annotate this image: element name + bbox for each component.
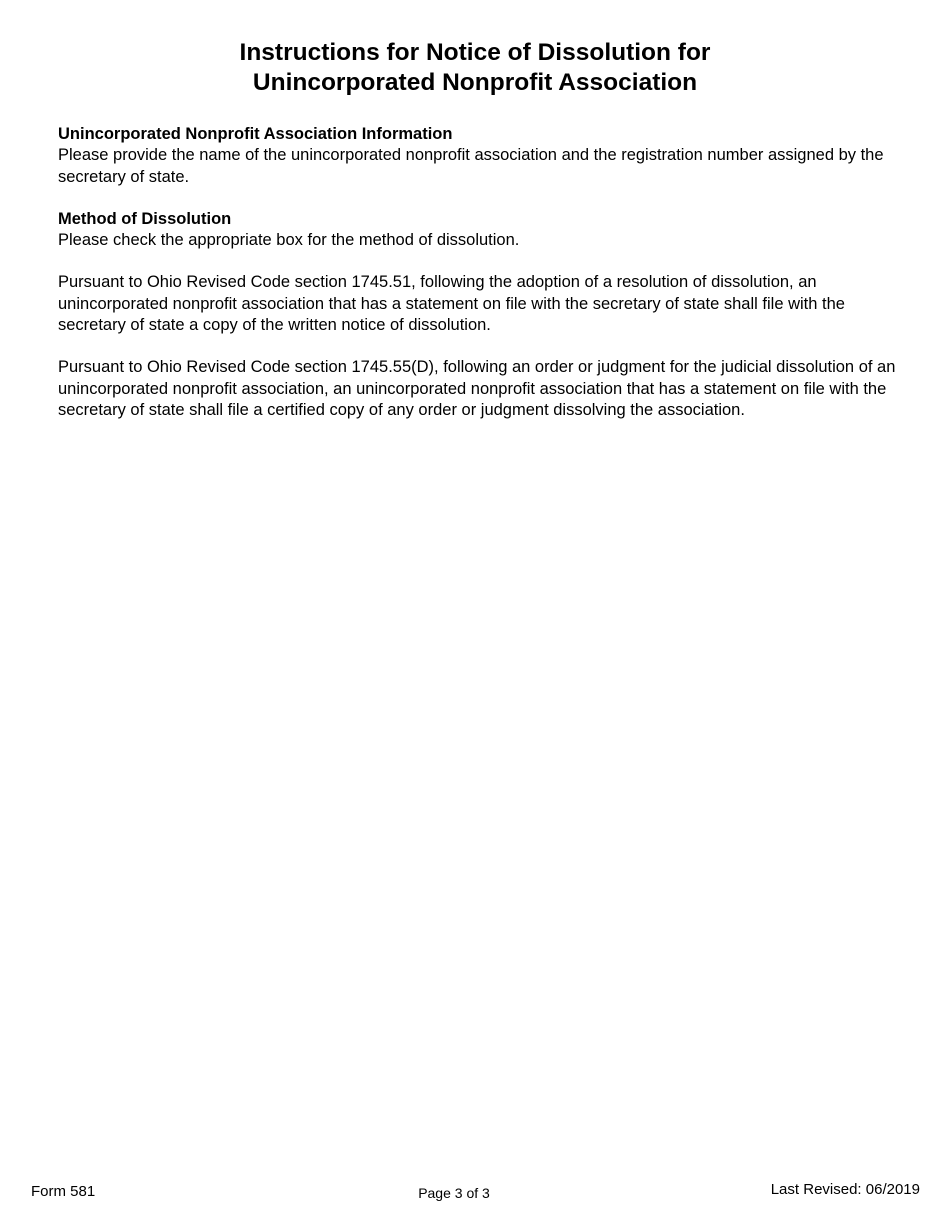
paragraph-orc-1745-55d: Pursuant to Ohio Revised Code section 1745.55(D), following an order or judgment for the judicial dissolution of an unincorporated nonprofit association, an unincorporated nonprofit association that has a statement on file with the secretary of state shall file a certified copy of any order or judgment dissolving the association. [58,358,896,419]
form-number: Form 581 [31,1183,96,1200]
paragraph-orc-1745-51: Pursuant to Ohio Revised Code section 1745.51, following the adoption of a resolution of dissolution, an unincorporated nonprofit association that has a statement on file with the secretary of state shall file with the secretary of state a copy of the written notice of dissolution. [58,273,845,335]
section-heading: Unincorporated Nonprofit Association Information [58,125,453,143]
section-heading: Method of Dissolution [58,209,232,228]
page-title [0,38,950,98]
page-number: Page 3 of 3 [418,1185,490,1201]
section-method-of-dissolution [58,209,908,252]
section-text: Please check the appropriate box for the method of dissolution. [58,231,520,250]
section-text: Please provide the name of the unincorporated nonprofit association and the registration number assigned by the secretary of state. [58,146,884,186]
last-revised: Last Revised: 06/2019 [770,1181,920,1198]
instructions-body [58,124,908,421]
title-line-2: Unincorporated Nonprofit Association [252,69,698,96]
section-association-info [58,124,908,188]
title-line-1: Instructions for Notice of Dissolution for [239,39,711,66]
